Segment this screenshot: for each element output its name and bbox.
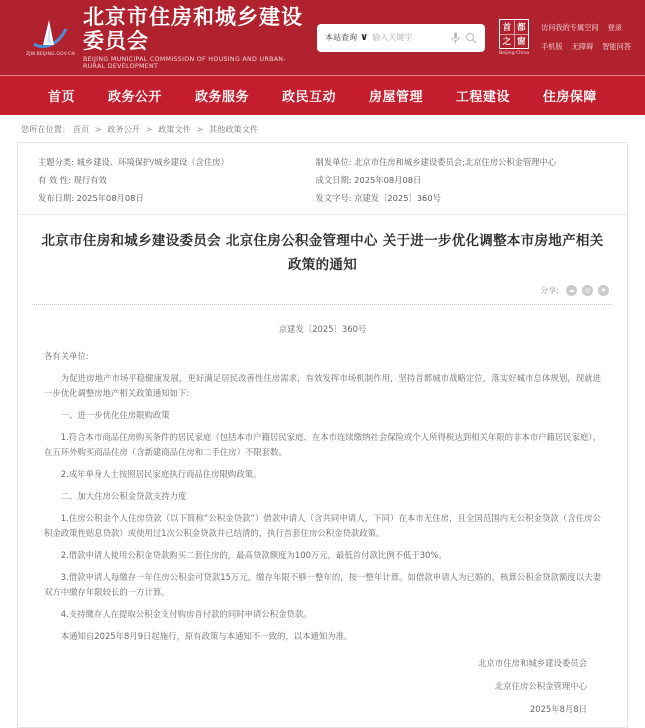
search-icon[interactable] (465, 32, 477, 44)
login-link[interactable]: 登录 (607, 23, 622, 32)
site-header (0, 0, 645, 75)
breadcrumb-separator: > (145, 124, 153, 134)
search-scope-dropdown[interactable] (325, 32, 372, 43)
mobile-version-link[interactable]: 手机版 (541, 42, 563, 51)
share-label: 分享: (540, 286, 559, 295)
breadcrumb-other-policy-docs[interactable]: 其他政策文件 (208, 124, 259, 134)
site-brand (83, 5, 303, 70)
paragraph: 1.符合本市商品住房购买条件的居民家庭（包括本市户籍居民家庭、在本市连续缴纳社会保险或个人所得税达到相关年限的非本市户籍居民家庭），在五环外购买商品住房（含新建商品住房和二手住房）不限套数。 (44, 432, 601, 457)
main-nav (0, 75, 645, 115)
accessibility-link[interactable]: 无障碍 (571, 42, 594, 51)
search-scope-label: 本站查询 (325, 33, 358, 42)
paragraph: 1.住房公积金个人住房贷款（以下简称“公积金贷款”）借款申请人（含共同申请人，下同）在本市无住房，且全国范围内无公积金贷款（含住房公积金政策性贴息贷款）或使用过1次公积金贷款并已结清的，执行首套住房公积金贷款政策。 (44, 513, 601, 538)
search-box (317, 24, 485, 52)
portal-char: 都 (515, 20, 529, 34)
favorite-icon[interactable]: ★ (598, 285, 609, 296)
article-container (17, 142, 628, 728)
signature-org-2: 北京住房公积金管理中心 (494, 681, 587, 691)
paragraph: 2.借款申请人使用公积金贷款购买二套住房的，最高贷款额度为100万元，最低首付款比例不低于30%。 (60, 550, 447, 560)
breadcrumb-policy-docs[interactable]: 政策文件 (158, 124, 191, 134)
my-space-link[interactable]: 访问我的专属空间 (541, 23, 599, 32)
breadcrumb-home[interactable]: 首页 (72, 124, 90, 134)
weibo-share-icon[interactable]: ◎ (582, 285, 593, 296)
paragraph-effective-date: 本通知自2025年8月9日起施行，原有政策与本通知不一致的，以本通知为准。 (60, 631, 353, 641)
breadcrumb-prefix: 您所在位置： (21, 124, 71, 134)
portal-char: 窗 (515, 35, 529, 49)
nav-item-gov-disclosure[interactable]: 政务公开 (107, 90, 162, 105)
section-heading-1: 一、进一步优化住房限购政策 (60, 410, 170, 420)
nav-item-construction[interactable]: 工程建设 (455, 90, 510, 105)
share-row (18, 279, 627, 296)
search-input[interactable] (372, 33, 446, 42)
site-logo-icon (31, 19, 69, 51)
paragraph-intro: 为促进房地产市场平稳健康发展，更好满足居民改善性住房需求，有效发挥市场机制作用，坚持首都城市战略定位，落实好城市总体规划，现就进一步优化调整房地产相关政策通知如下: (44, 373, 601, 398)
portal-caption: Beijing-China (499, 51, 529, 56)
paragraph: 2.成年单身人士按照居民家庭执行商品住房限购政策。 (60, 469, 262, 479)
breadcrumb (0, 115, 645, 142)
nav-item-interaction[interactable]: 政民互动 (281, 90, 336, 105)
page-title: 北京市住房和城乡建设委员会 北京住房公积金管理中心 关于进一步优化调整本市房地产相关政策的通知 (41, 233, 604, 273)
meta-issuing-unit: 制发单位: 北京市住房和城乡建设委员会;北京住房公积金管理中心 (315, 157, 557, 167)
site-title-en: BEIJING MUNICIPAL COMMISSION OF HOUSING AND URBAN-RURAL DEVELOPMENT (82, 56, 286, 71)
doc-number: 京建发〔2025〕360号 (278, 324, 367, 334)
site-title: 北京市住房和城乡建设委员会 (82, 4, 303, 53)
meta-doc-number: 发文字号: 京建发〔2025〕360号 (315, 193, 441, 203)
breadcrumb-gov-disclosure[interactable]: 政务公开 (107, 124, 140, 134)
signature-org-1: 北京市住房和城乡建设委员会 (478, 658, 587, 668)
signature-block (18, 644, 627, 727)
paragraph: 4.支持缴存人在提取公积金支付购房首付款的同时申请公积金贷款。 (60, 609, 312, 619)
meta-written-date: 成文日期: 2025年08月08日 (315, 175, 422, 185)
nav-item-home[interactable]: 首页 (48, 90, 76, 105)
section-heading-2: 二、加大住房公积金贷款支持力度 (60, 491, 187, 501)
salutation: 各有关单位: (44, 351, 89, 361)
nav-item-housing-security[interactable]: 住房保障 (542, 90, 597, 105)
meta-validity: 有 效 性: 现行有效 (38, 175, 107, 185)
portal-char: 首 (500, 20, 514, 34)
smart-qa-link[interactable]: 智能问答 (602, 42, 631, 51)
nav-item-housing-mgmt[interactable]: 房屋管理 (368, 90, 423, 105)
meta-topic: 主题分类: 城乡建设、环境保护/城乡建设（含住房） (38, 157, 229, 167)
site-logo-domain: ZJW.BEIJING.GOV.CN (26, 51, 75, 57)
capital-window-logo-box (499, 19, 529, 49)
site-logo[interactable] (26, 19, 75, 57)
document-meta (18, 143, 627, 215)
nav-item-gov-services[interactable]: 政务服务 (194, 90, 249, 105)
breadcrumb-separator: > (94, 124, 102, 134)
header-links (541, 23, 631, 52)
breadcrumb-separator: > (196, 124, 204, 134)
meta-publish-date: 发布日期: 2025年08月08日 (38, 193, 144, 203)
paragraph: 3.借款申请人每缴存一年住房公积金可贷款15万元，缴存年限不够一整年的，按一整年计算。如借款申请人为已婚的，核算公积金贷款额度以夫妻双方中缴存年限较长的一方计算。 (44, 572, 601, 597)
capital-window-logo[interactable] (499, 19, 529, 56)
wechat-share-icon[interactable]: ☁ (566, 285, 577, 296)
signature-date: 2025年8月8日 (529, 704, 587, 714)
chevron-down-icon: ∨ (360, 32, 369, 43)
microphone-icon[interactable] (451, 32, 460, 44)
document-body (18, 305, 627, 644)
portal-char: 之 (500, 35, 514, 49)
